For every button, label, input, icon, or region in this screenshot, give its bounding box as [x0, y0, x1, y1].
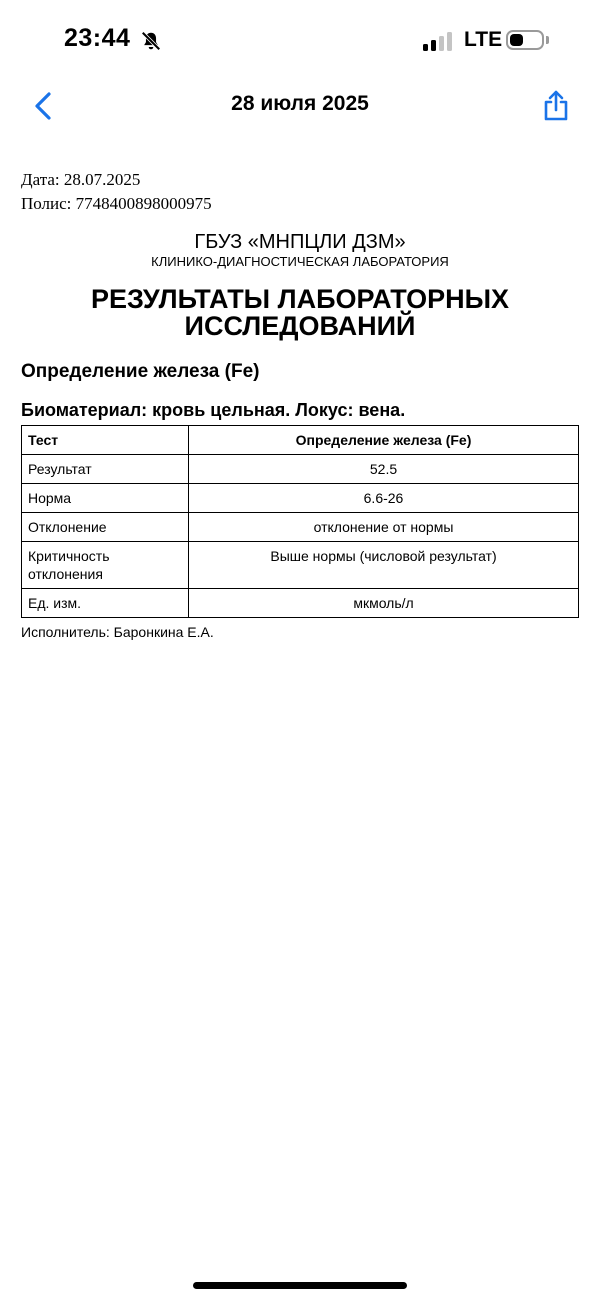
battery-level [510, 34, 523, 46]
nav-title: 28 июля 2025 [231, 92, 369, 115]
table-header-row [22, 426, 579, 455]
table-row [22, 455, 579, 484]
policy-number: Полис: 7748400898000975 [21, 194, 212, 213]
home-indicator[interactable] [193, 1282, 407, 1289]
table-row [22, 513, 579, 542]
network-type: LTE [464, 28, 503, 51]
row-label: Результат [22, 455, 189, 484]
row-value: 6.6-26 [189, 484, 579, 513]
row-value: Выше нормы (числовой результат) [189, 542, 579, 589]
organization-name: ГБУЗ «МНПЦЛИ ДЗМ» [194, 231, 406, 253]
row-label: Норма [22, 484, 189, 513]
battery-tip [546, 36, 549, 44]
report-date: Дата: 28.07.2025 [21, 170, 141, 189]
status-bar [0, 0, 600, 80]
results-table [21, 425, 579, 618]
row-label: Ед. изм. [22, 589, 189, 618]
row-label: Отклонение [22, 513, 189, 542]
share-button[interactable] [540, 88, 572, 124]
row-value: отклонение от нормы [189, 513, 579, 542]
status-time: 23:44 [64, 24, 131, 52]
share-icon [540, 88, 572, 124]
bell-slash-icon [140, 30, 162, 52]
signal-icon [423, 31, 455, 51]
table-row [22, 589, 579, 618]
row-label: Критичность отклонения [22, 542, 189, 589]
biomaterial-line: Биоматериал: кровь цельная. Локус: вена. [21, 400, 406, 420]
executor-line: Исполнитель: Баронкина Е.А. [21, 624, 214, 640]
table-header-value: Определение железа (Fe) [189, 426, 579, 455]
table-row [22, 484, 579, 513]
row-value: 52.5 [189, 455, 579, 484]
test-heading: Определение железа (Fe) [21, 361, 260, 382]
battery-icon [506, 30, 544, 50]
document-title: РЕЗУЛЬТАТЫ ЛАБОРАТОРНЫХ ИССЛЕДОВАНИЙ [90, 284, 510, 341]
organization-subtitle: КЛИНИКО-ДИАГНОСТИЧЕСКАЯ ЛАБОРАТОРИЯ [151, 254, 449, 269]
lab-report-document [21, 168, 579, 641]
table-header-label: Тест [22, 426, 189, 455]
table-row [22, 542, 579, 589]
row-value: мкмоль/л [189, 589, 579, 618]
